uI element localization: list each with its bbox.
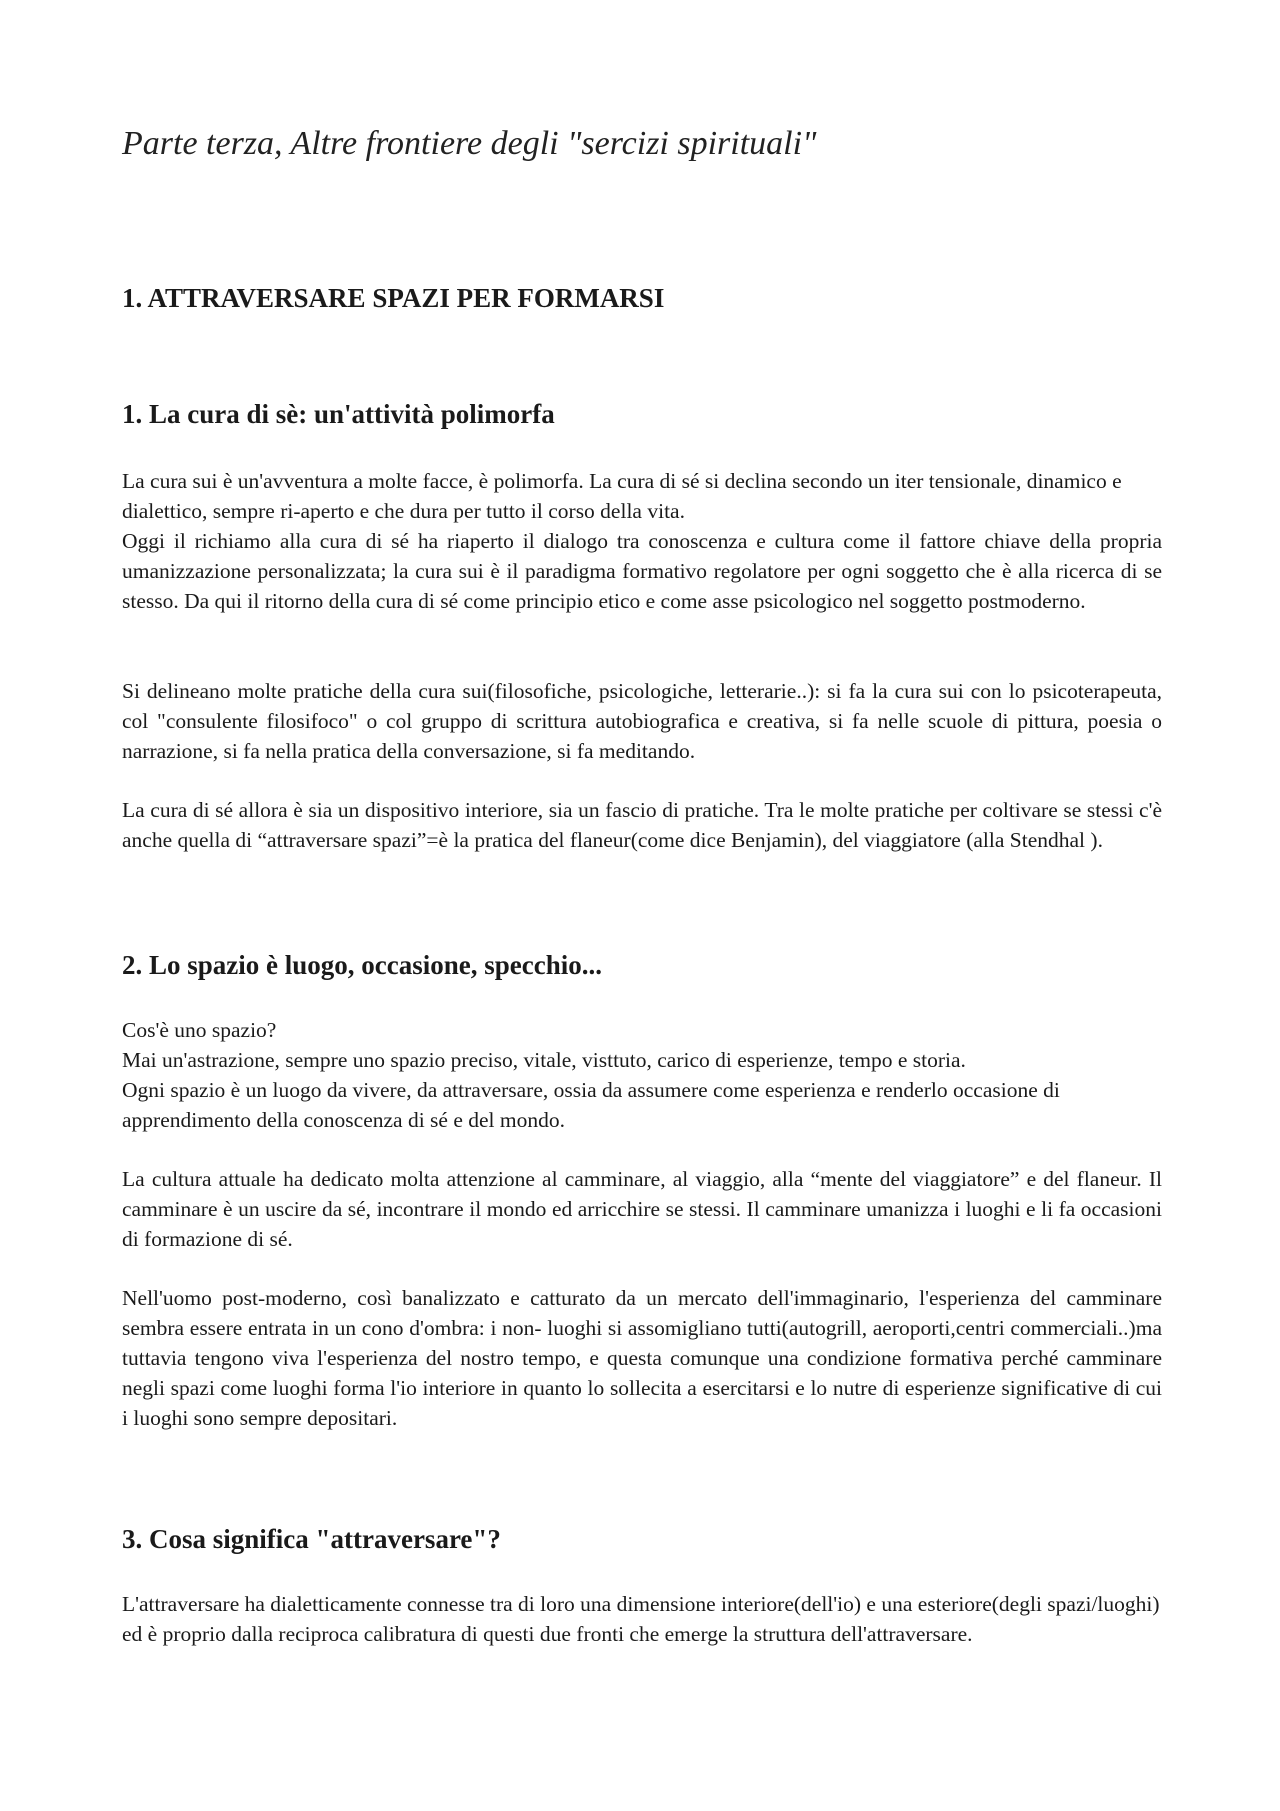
paragraph: Oggi il richiamo alla cura di sé ha riaperto il dialogo tra conoscenza e cultura come il fattore chiave della propria umanizzazione personalizzata; la cura sui è il paradigma formativo regolatore per ogni soggetto che è alla ricerca di se stesso. Da qui il ritorno della cura di sé come principio etico e come asse psicologico nel soggetto postmoderno. (122, 529, 1162, 613)
paragraph: Nell'uomo post-moderno, così banalizzato e catturato da un mercato dell'immaginario, l'esperienza del camminare sembra essere entrata in un cono d'ombra: i non- luoghi si assomigliano tutti(autogrill, aeroporti,centri commerciali..)ma tuttavia tengono viva l'esperienza del nostro tempo, e questa comunque una condizione formativa perché camminare negli spazi come luoghi forma l'io interiore in quanto lo sollecita a esercitarsi e lo nutre di esperienze significative di cui i luoghi sono sempre depositari. (122, 1286, 1162, 1430)
section-1-heading: 1. La cura di sè: un'attività polimorfa (122, 399, 555, 429)
paragraph: L'attraversare ha dialetticamente connesse tra di loro una dimensione interiore(dell'io) e una esteriore(degli spazi/luoghi) ed è proprio dalla reciproca calibratura di questi due fronti che emerge la struttura dell'attraversare. (122, 1592, 1160, 1646)
paragraph: La cura sui è un'avventura a molte facce, è polimorfa. La cura di sé si declina secondo un iter tensionale, dinamico e dialettico, sempre ri-aperto e che dura per tutto il corso della vita. (122, 469, 1122, 523)
paragraph: La cultura attuale ha dedicato molta attenzione al camminare, al viaggio, alla “mente del viaggiatore” e del flaneur. Il camminare è un uscire da sé, incontrare il mondo ed arricchire se stessi. Il camminare umanizza i luoghi e li fa occasioni di formazione di sé. (122, 1167, 1162, 1251)
paragraph: Si delineano molte pratiche della cura sui(filosofiche, psicologiche, letterarie..): si fa la cura sui con lo psicoterapeuta, col "consulente filosifoco" o col gruppo di scrittura autobiografica e creativa, si fa nelle scuole di pittura, poesia o narrazione, si fa nella pratica della conversazione, si fa meditando. (122, 679, 1162, 763)
document-title: Parte terza, Altre frontiere degli "sercizi spirituali" (122, 125, 817, 162)
section-2-heading: 2. Lo spazio è luogo, occasione, specchio... (122, 950, 602, 980)
paragraph: Mai un'astrazione, sempre uno spazio preciso, vitale, visttuto, carico di esperienze, tempo e storia. (122, 1048, 966, 1072)
paragraph: Ogni spazio è un luogo da vivere, da attraversare, ossia da assumere come esperienza e renderlo occasione di apprendimento della conoscenza di sé e del mondo. (122, 1078, 1060, 1132)
section-3-heading: 3. Cosa significa "attraversare"? (122, 1524, 501, 1554)
paragraph: Cos'è uno spazio? (122, 1018, 277, 1042)
chapter-heading: 1. ATTRAVERSARE SPAZI PER FORMARSI (122, 283, 665, 313)
paragraph: La cura di sé allora è sia un dispositivo interiore, sia un fascio di pratiche. Tra le molte pratiche per coltivare se stessi c'è anche quella di “attraversare spazi”=è la pratica del flaneur(come dice Benjamin), del viaggiatore (alla Stendhal ). (122, 798, 1162, 852)
